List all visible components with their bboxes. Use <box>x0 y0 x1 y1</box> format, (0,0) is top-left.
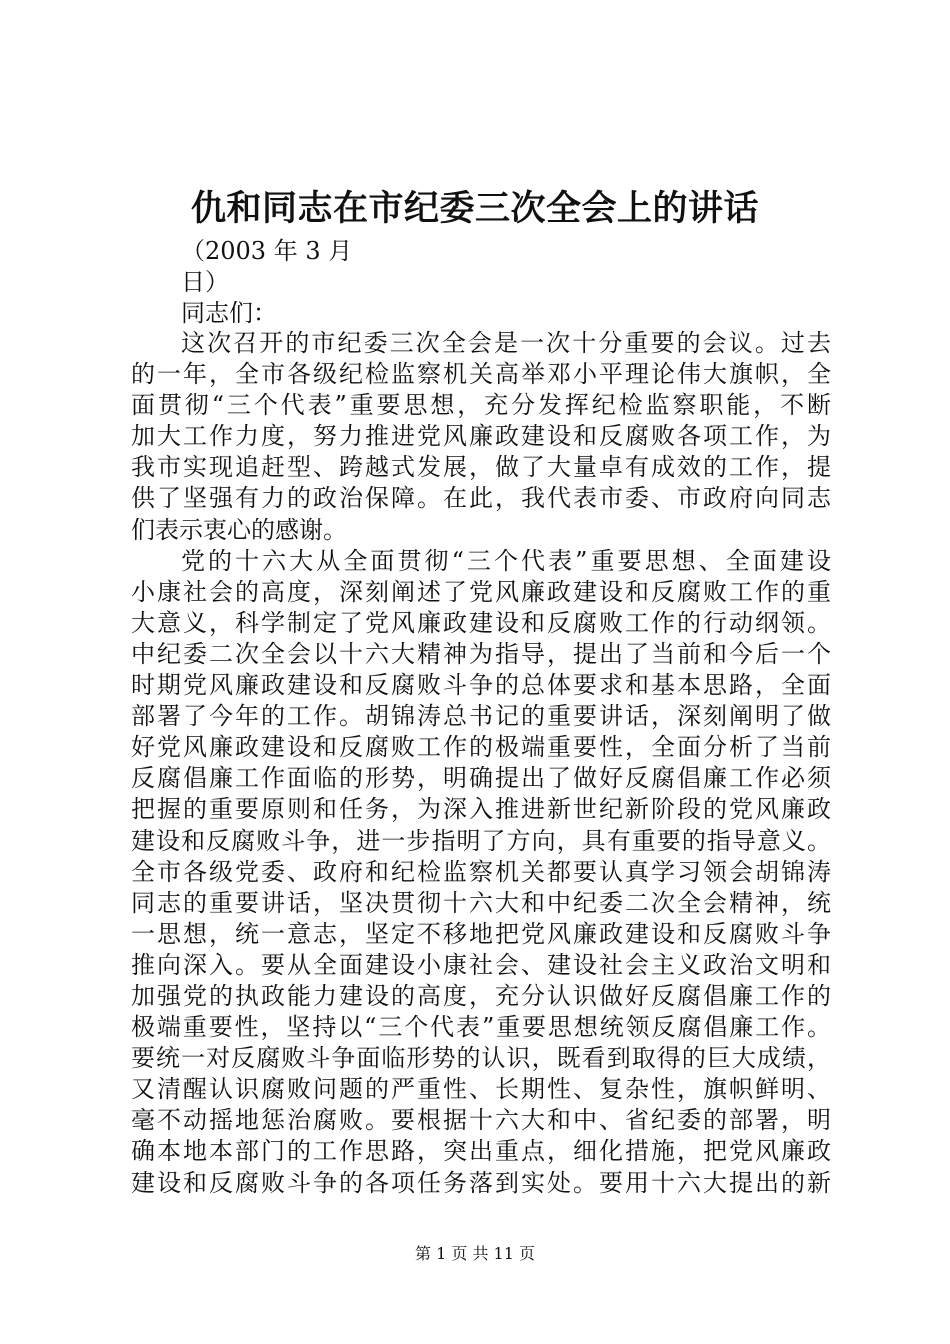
paragraph-line: 建设和反腐败斗争的各项任务落到实处。要用十六大提出的新 <box>131 1168 831 1197</box>
paragraph-line: 加大工作力度，努力推进党风廉政建设和反腐败各项工作，为 <box>131 422 831 451</box>
page-footer: 第 1 页 共 11 页 <box>415 1244 535 1263</box>
paragraph-line: 们表示衷心的感谢。 <box>131 515 347 544</box>
paragraph-line: 的一年，全市各级纪检监察机关高举邓小平理论伟大旗帜，全 <box>131 360 831 389</box>
paragraph-line: 极端重要性，坚持以“三个代表”重要思想统领反腐倡廉工作。 <box>131 1013 831 1042</box>
paragraph-line: 供了坚强有力的政治保障。在此，我代表市委、市政府向同志 <box>131 484 831 513</box>
salutation: 同志们： <box>181 299 277 327</box>
paragraph-line: 全市各级党委、政府和纪检监察机关都要认真学习领会胡锦涛 <box>131 857 831 886</box>
paragraph-line: 加强党的执政能力建设的高度，充分认识做好反腐倡廉工作的 <box>131 981 831 1010</box>
paragraph-line: 面贯彻“三个代表”重要思想，充分发挥纪检监察职能，不断 <box>131 391 831 420</box>
paragraph-line: 建设和反腐败斗争，进一步指明了方向，具有重要的指导意义。 <box>131 826 831 855</box>
paragraph-line: 同志的重要讲话，坚决贯彻十六大和中纪委二次全会精神，统 <box>131 888 831 917</box>
paragraph-line: 确本地本部门的工作思路，突出重点，细化措施，把党风廉政 <box>131 1137 831 1166</box>
paragraph-line: 反腐倡廉工作面临的形势，明确提出了做好反腐倡廉工作必须 <box>131 764 831 793</box>
paragraph-line: 把握的重要原则和任务，为深入推进新世纪新阶段的党风廉政 <box>131 795 831 824</box>
paragraph-line: 这次召开的市纪委三次全会是一次十分重要的会议。过去 <box>181 329 831 357</box>
paragraph-line: 时期党风廉政建设和反腐败斗争的总体要求和基本思路，全面 <box>131 671 831 700</box>
paragraph-1 <box>131 328 831 546</box>
paragraph-line: 我市实现追赶型、跨越式发展，做了大量卓有成效的工作，提 <box>131 453 831 482</box>
paragraph-line: 大意义，科学制定了党风廉政建设和反腐败工作的行动纲领。 <box>131 608 831 637</box>
paragraph-line: 好党风廉政建设和反腐败工作的极端重要性，全面分析了当前 <box>131 733 831 762</box>
paragraph-line: 一思想，统一意志，坚定不移地把党风廉政建设和反腐败斗争 <box>131 919 831 948</box>
paragraph-line: 又清醒认识腐败问题的严重性、长期性、复杂性，旗帜鲜明、 <box>131 1075 831 1104</box>
paragraph-line: 小康社会的高度，深刻阐述了党风廉政建设和反腐败工作的重 <box>131 577 831 606</box>
paragraph-line: 部署了今年的工作。胡锦涛总书记的重要讲话，深刻阐明了做 <box>131 702 831 731</box>
paragraph-line: 中纪委二次全会以十六大精神为指导，提出了当前和今后一个 <box>131 639 831 668</box>
document-body <box>131 328 831 1199</box>
paragraph-2 <box>131 546 831 1199</box>
paragraph-line: 毫不动摇地惩治腐败。要根据十六大和中、省纪委的部署，明 <box>131 1106 831 1135</box>
date-line: （2003 年 3 月 <box>181 237 353 265</box>
paragraph-line: 党的十六大从全面贯彻“三个代表”重要思想、全面建设 <box>181 546 831 575</box>
paragraph-line: 要统一对反腐败斗争面临形势的认识，既看到取得的巨大成绩， <box>131 1044 831 1073</box>
document-title: 仇和同志在市纪委三次全会上的讲话 <box>190 188 759 229</box>
paragraph-line: 推向深入。要从全面建设小康社会、建设社会主义政治文明和 <box>131 950 831 979</box>
date-line-continued: 日） <box>181 268 229 296</box>
